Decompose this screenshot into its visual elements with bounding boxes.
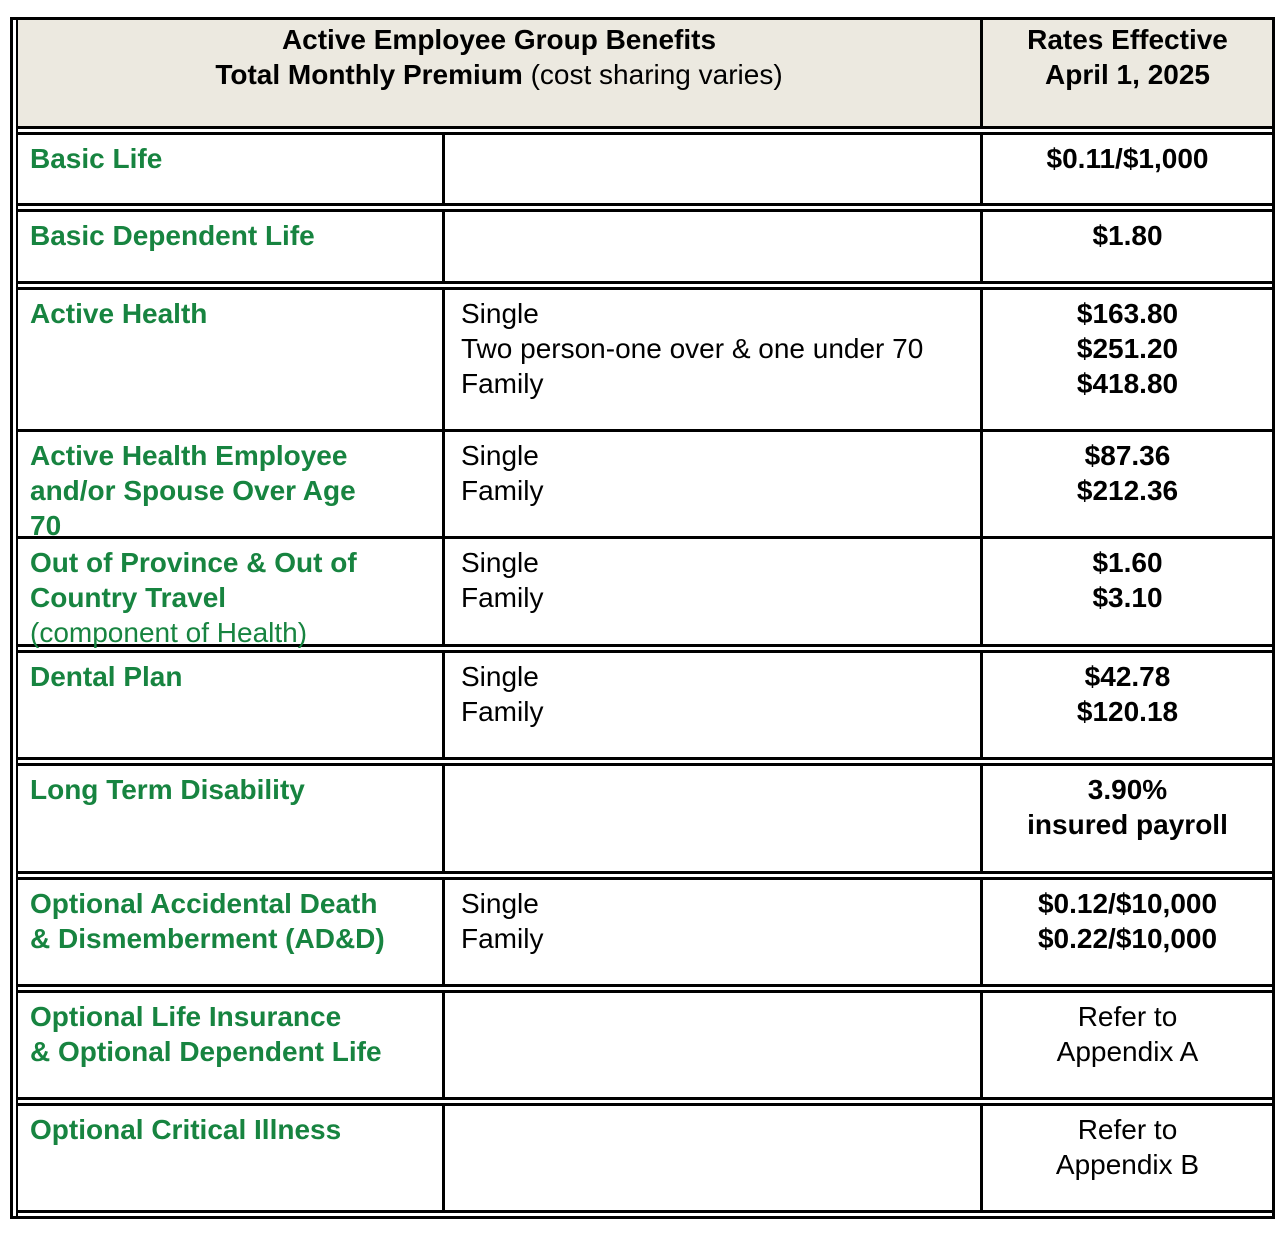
benefit-label-cell (18, 539, 442, 648)
row-divider (18, 126, 1272, 135)
tier-single: Single (461, 888, 539, 919)
coverage-tier-cell (442, 290, 980, 429)
header-title (18, 20, 980, 126)
benefit-label: Active Health (30, 298, 208, 329)
tier-two-person: Two person-one over & one under 70 (461, 333, 924, 364)
benefit-label-cell (18, 766, 442, 871)
table-bottom-border (18, 1210, 1272, 1216)
rate-reference: Refer to (1077, 1114, 1178, 1145)
rate-two-person: $251.20 (1076, 333, 1179, 364)
benefit-label: Out of Province & Out of (30, 547, 357, 578)
table-row-active-health (18, 290, 1272, 429)
coverage-tier-cell (442, 653, 980, 757)
row-divider (18, 984, 1272, 993)
benefit-label: & Optional Dependent Life (30, 1036, 382, 1067)
header-rates-line2: April 1, 2025 (1045, 59, 1210, 90)
header-title-bold: Total Monthly Premium (215, 59, 523, 90)
rate-cell (980, 1106, 1272, 1210)
rate-family: $120.18 (1076, 696, 1179, 727)
benefit-label: Optional Life Insurance (30, 1001, 342, 1032)
coverage-tier-cell (442, 880, 980, 984)
benefit-label: 70 (30, 510, 62, 541)
rate-cell (980, 880, 1272, 984)
coverage-tier-cell (442, 1106, 980, 1210)
row-divider (18, 757, 1272, 766)
benefit-label-cell (18, 880, 442, 984)
table-row-optional-life (18, 993, 1272, 1097)
table-row-active-health-over-70 (18, 432, 1272, 541)
table-row-optional-add (18, 880, 1272, 984)
tier-family: Family (461, 368, 544, 399)
benefit-label: & Dismemberment (AD&D) (30, 923, 385, 954)
benefit-label-note: (component of Health) (30, 617, 308, 648)
benefit-label-cell (18, 653, 442, 757)
coverage-tier-cell (442, 766, 980, 871)
benefit-label: Country Travel (30, 582, 227, 613)
table-row-basic-life (18, 135, 1272, 203)
table-row-out-of-province-travel (18, 539, 1272, 648)
benefit-label-cell (18, 135, 442, 203)
row-divider (18, 1097, 1272, 1106)
rate-family: $418.80 (1076, 368, 1179, 399)
tier-single: Single (461, 298, 539, 329)
tier-single: Single (461, 440, 539, 471)
benefit-label: Long Term Disability (30, 774, 305, 805)
row-divider (18, 871, 1272, 880)
benefits-table-inner (16, 20, 1272, 1216)
benefit-label: Basic Dependent Life (30, 220, 315, 251)
rate-cell (980, 290, 1272, 429)
row-divider (18, 281, 1272, 290)
header-title-note: (cost sharing varies) (522, 59, 783, 90)
coverage-tier-cell (442, 432, 980, 536)
table-header (18, 20, 1272, 126)
rate-single: $0.12/$10,000 (1037, 888, 1218, 919)
table-row-optional-critical-illness (18, 1106, 1272, 1210)
rate-cell (980, 432, 1272, 536)
coverage-tier-cell (442, 539, 980, 644)
rate-single: $42.78 (1084, 661, 1171, 692)
benefit-label-cell (18, 432, 442, 541)
tier-single: Single (461, 547, 539, 578)
rate-percent: 3.90% (1087, 774, 1168, 805)
rate-cell (980, 653, 1272, 757)
benefit-label: Optional Critical Illness (30, 1114, 342, 1145)
coverage-tier-cell (442, 135, 980, 203)
tier-family: Family (461, 582, 544, 613)
rate-cell (980, 212, 1272, 281)
benefit-label: Basic Life (30, 143, 163, 174)
coverage-tier-cell (442, 212, 980, 281)
rate-family: $0.22/$10,000 (1037, 923, 1218, 954)
benefit-label-cell (18, 1106, 442, 1210)
rate-value: $1.80 (1092, 220, 1163, 251)
row-divider (18, 203, 1272, 212)
table-row-basic-dependent-life (18, 212, 1272, 281)
benefit-label-cell (18, 290, 442, 429)
rate-single: $87.36 (1084, 440, 1171, 471)
rate-value: $0.11/$1,000 (1046, 143, 1209, 174)
table-row-long-term-disability (18, 766, 1272, 871)
rate-family: $3.10 (1092, 582, 1163, 613)
rate-reference: Refer to (1077, 1001, 1178, 1032)
tier-single: Single (461, 661, 539, 692)
tier-family: Family (461, 475, 544, 506)
rate-cell (980, 766, 1272, 871)
coverage-tier-cell (442, 993, 980, 1097)
rate-reference-appendix: Appendix B (1055, 1149, 1200, 1180)
header-title-line1: Active Employee Group Benefits (281, 24, 717, 55)
tier-family: Family (461, 923, 544, 954)
benefit-label-cell (18, 993, 442, 1097)
rate-cell (980, 993, 1272, 1097)
benefit-label: Optional Accidental Death (30, 888, 378, 919)
rate-reference-appendix: Appendix A (1056, 1036, 1199, 1067)
rate-cell (980, 135, 1272, 203)
benefit-label: Dental Plan (30, 661, 183, 692)
rate-cell (980, 539, 1272, 644)
tier-family: Family (461, 696, 544, 727)
header-rates (980, 20, 1272, 126)
benefits-table (10, 17, 1275, 1219)
rate-basis: insured payroll (1027, 809, 1228, 840)
benefit-label: and/or Spouse Over Age (30, 475, 356, 506)
table-row-dental-plan (18, 653, 1272, 757)
rate-family: $212.36 (1076, 475, 1179, 506)
rate-single: $1.60 (1092, 547, 1163, 578)
benefit-label: Active Health Employee (30, 440, 348, 471)
rate-single: $163.80 (1076, 298, 1179, 329)
benefit-label-cell (18, 212, 442, 281)
header-rates-line1: Rates Effective (1027, 24, 1228, 55)
